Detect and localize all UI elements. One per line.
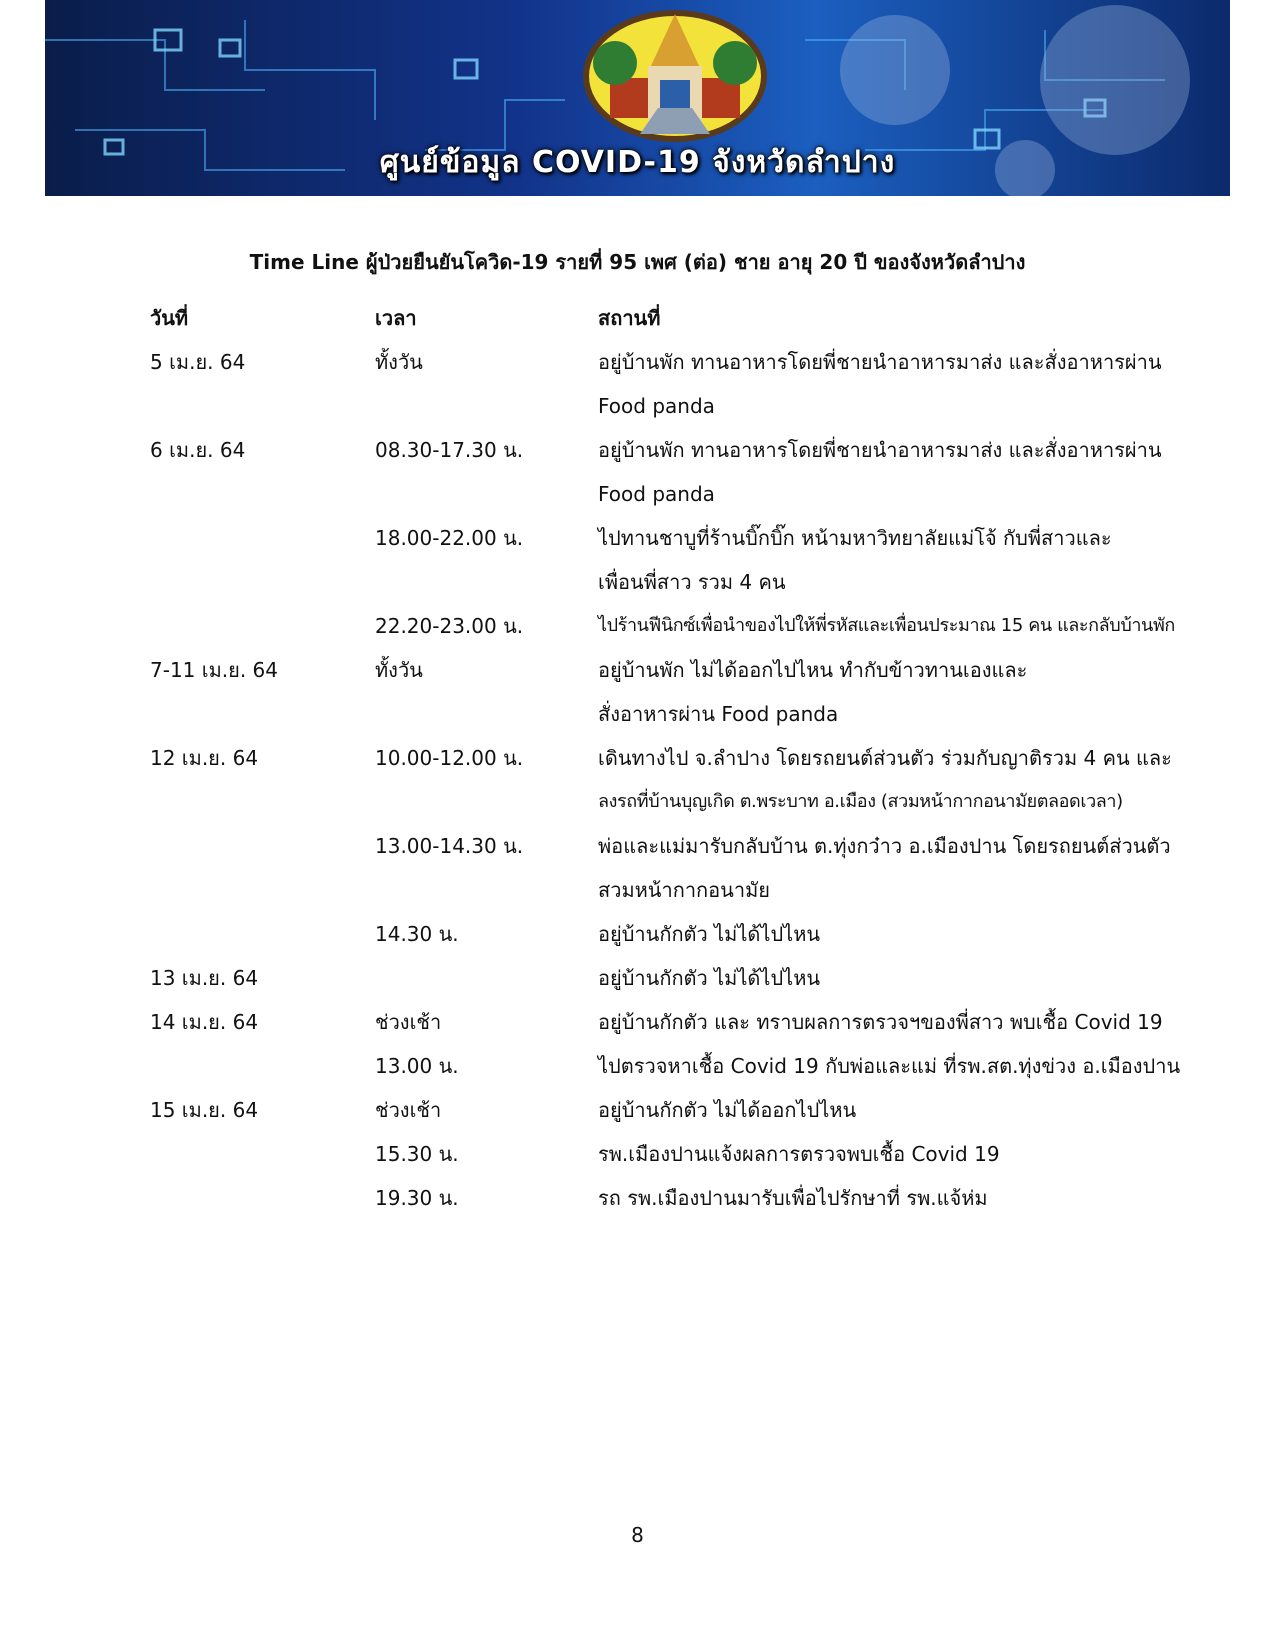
place-column-header: สถานที่ <box>598 306 661 330</box>
row-place: อยู่บ้านพัก ไม่ได้ออกไปไหน ทำกับข้าวทานเองและ <box>598 658 1028 682</box>
row-place: สั่งอาหารผ่าน Food panda <box>598 702 839 726</box>
row-place: ไปตรวจหาเชื้อ Covid 19 กับพ่อและแม่ ที่รพ.สต.ทุ่งข่วง อ.เมืองปาน <box>598 1054 1181 1078</box>
row-date: 13 เม.ย. 64 <box>150 966 259 990</box>
row-place: ไปร้านฟีนิกซ์เพื่อนำของไปให้พี่รหัสและเพื่อนประมาณ 15 คน และกลับบ้านพัก <box>598 615 1175 636</box>
row-place: รพ.เมืองปานแจ้งผลการตรวจพบเชื้อ Covid 19 <box>598 1142 1000 1166</box>
table-row <box>150 340 1210 384</box>
table-row <box>150 1044 1210 1088</box>
row-date: 7-11 เม.ย. 64 <box>150 658 279 682</box>
row-time: 10.00-12.00 น. <box>375 746 524 770</box>
row-time: ช่วงเช้า <box>375 1010 442 1034</box>
table-row <box>150 692 1210 736</box>
table-row <box>150 604 1210 648</box>
row-time: 13.00-14.30 น. <box>375 834 524 858</box>
date-column-header: วันที่ <box>150 306 189 330</box>
header-banner <box>45 0 1230 196</box>
row-time: 22.20-23.00 น. <box>375 614 524 638</box>
row-time: 13.00 น. <box>375 1054 459 1078</box>
timeline-table <box>150 296 1210 1220</box>
row-place: อยู่บ้านกักตัว และ ทราบผลการตรวจฯของพี่สาว พบเชื้อ Covid 19 <box>598 1010 1163 1034</box>
row-time: 14.30 น. <box>375 922 459 946</box>
row-date: 15 เม.ย. 64 <box>150 1098 259 1122</box>
table-row <box>150 560 1210 604</box>
table-row <box>150 956 1210 1000</box>
row-date: 5 เม.ย. 64 <box>150 350 246 374</box>
table-row <box>150 912 1210 956</box>
row-place: Food panda <box>598 394 715 418</box>
row-place: เดินทางไป จ.ลำปาง โดยรถยนต์ส่วนตัว ร่วมกับญาติรวม 4 คน และ <box>598 746 1172 770</box>
row-place: เพื่อนพี่สาว รวม 4 คน <box>598 570 786 594</box>
timeline-header-row <box>150 296 1210 340</box>
row-time: ช่วงเช้า <box>375 1098 442 1122</box>
table-row <box>150 384 1210 428</box>
row-time: ทั้งวัน <box>375 350 423 374</box>
row-time: 19.30 น. <box>375 1186 459 1210</box>
row-place: อยู่บ้านพัก ทานอาหารโดยพี่ชายนำอาหารมาส่ง และสั่งอาหารผ่าน <box>598 350 1162 374</box>
document-title: Time Line ผู้ป่วยยืนยันโควิด-19 รายที่ 95 เพศ (ต่อ) ชาย อายุ 20 ปี ของจังหวัดลำปาง <box>249 250 1026 274</box>
row-place: รถ รพ.เมืองปานมารับเพื่อไปรักษาที่ รพ.แจ้ห่ม <box>598 1186 988 1210</box>
row-time: 08.30-17.30 น. <box>375 438 524 462</box>
row-place: ไปทานชาบูที่ร้านบิ๊กบิ๊ก หน้ามหาวิทยาลัยแม่โจ้ กับพี่สาวและ <box>598 526 1112 550</box>
row-place: ลงรถที่บ้านบุญเกิด ต.พระบาท อ.เมือง (สวมหน้ากากอนามัยตลอดเวลา) <box>598 791 1123 812</box>
row-place: อยู่บ้านกักตัว ไม่ได้ไปไหน <box>598 966 821 990</box>
table-row <box>150 648 1210 692</box>
row-place: อยู่บ้านกักตัว ไม่ได้ออกไปไหน <box>598 1098 857 1122</box>
table-row <box>150 736 1210 780</box>
table-row <box>150 1000 1210 1044</box>
row-time: ทั้งวัน <box>375 658 423 682</box>
time-column-header: เวลา <box>375 306 417 330</box>
provincial-seal-icon <box>580 8 770 144</box>
table-row <box>150 428 1210 472</box>
row-time: 15.30 น. <box>375 1142 459 1166</box>
table-row <box>150 516 1210 560</box>
row-date: 6 เม.ย. 64 <box>150 438 246 462</box>
table-row <box>150 780 1210 824</box>
table-row <box>150 472 1210 516</box>
row-time: 18.00-22.00 น. <box>375 526 524 550</box>
table-row <box>150 824 1210 868</box>
row-date: 14 เม.ย. 64 <box>150 1010 259 1034</box>
row-place: พ่อและแม่มารับกลับบ้าน ต.ทุ่งกว๋าว อ.เมืองปาน โดยรถยนต์ส่วนตัว <box>598 834 1171 858</box>
row-place: Food panda <box>598 482 715 506</box>
row-place: อยู่บ้านพัก ทานอาหารโดยพี่ชายนำอาหารมาส่ง และสั่งอาหารผ่าน <box>598 438 1162 462</box>
row-place: สวมหน้ากากอนามัย <box>598 878 770 902</box>
row-place: อยู่บ้านกักตัว ไม่ได้ไปไหน <box>598 922 821 946</box>
table-row <box>150 1176 1210 1220</box>
table-row <box>150 1132 1210 1176</box>
row-date: 12 เม.ย. 64 <box>150 746 259 770</box>
page-number: 8 <box>631 1523 644 1547</box>
table-row <box>150 1088 1210 1132</box>
table-row <box>150 868 1210 912</box>
banner-title: ศูนย์ข้อมูล COVID-19 จังหวัดลำปาง <box>379 145 896 180</box>
